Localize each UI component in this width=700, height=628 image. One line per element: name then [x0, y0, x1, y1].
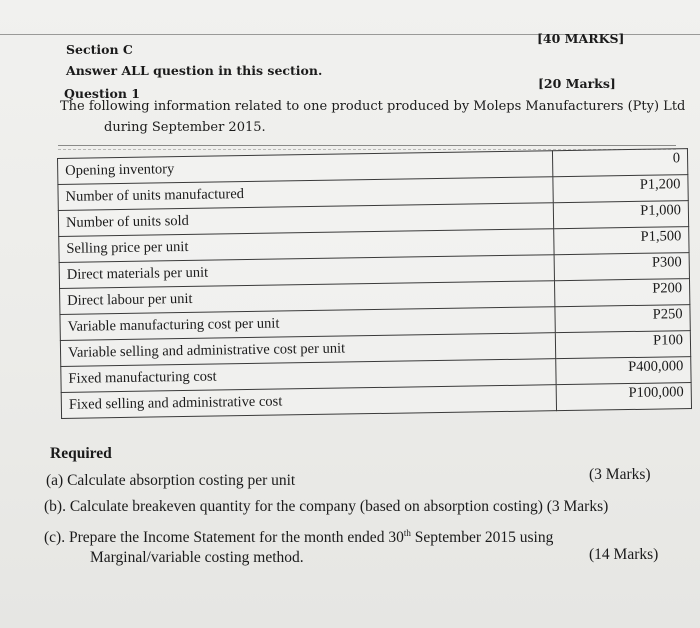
required-a-marks: (3 Marks)	[589, 466, 651, 483]
required-c-pre: (c). Prepare the Income Statement for the month ended 30	[44, 529, 404, 547]
intro-line-1: The following information related to one product produced by Moleps Manufacturers (Pty) Ltd	[60, 99, 686, 114]
row-label: Fixed selling and administrative cost	[61, 385, 556, 419]
question-marks: [20 Marks]	[538, 76, 616, 91]
row-label: Opening inventory	[58, 151, 553, 185]
row-label: Fixed manufacturing cost	[61, 359, 556, 393]
total-marks: [40 MARKS]	[537, 31, 625, 46]
row-label: Direct materials per unit	[59, 255, 554, 289]
row-value: P250	[555, 305, 690, 333]
row-value: P200	[554, 279, 689, 307]
row-value: P100,000	[556, 383, 691, 411]
instruction-text: Answer ALL question in this section.	[66, 63, 323, 78]
row-value: P100	[555, 331, 690, 359]
required-c-post: September 2015 using	[410, 529, 554, 547]
row-value: P1,000	[553, 201, 688, 229]
row-value: P1,200	[553, 175, 688, 203]
row-label: Variable manufacturing cost per unit	[60, 307, 555, 341]
row-value: P400,000	[556, 357, 691, 385]
required-c-marks: (14 Marks)	[589, 546, 659, 563]
required-c-sup: th	[403, 528, 411, 538]
question-title: Question 1	[64, 86, 140, 101]
row-label: Selling price per unit	[59, 229, 554, 263]
row-value: P300	[554, 253, 689, 281]
intro-line-2: during September 2015.	[104, 120, 266, 135]
row-value: P1,500	[554, 227, 689, 255]
required-c-line2: Marginal/variable costing method.	[90, 549, 304, 566]
section-title: Section C	[66, 42, 133, 57]
row-label: Number of units sold	[58, 203, 553, 237]
required-b: (b). Calculate breakeven quantity for the company (based on absorption costing) (3 Marks)	[44, 498, 609, 515]
row-label: Number of units manufactured	[58, 177, 553, 211]
required-c	[44, 528, 553, 547]
required-heading: Required	[50, 445, 112, 462]
row-label: Variable selling and administrative cost per unit	[60, 333, 555, 367]
row-label: Direct labour per unit	[60, 281, 555, 315]
divider-line	[58, 145, 676, 146]
cost-data-table	[57, 148, 692, 419]
row-value: 0	[552, 149, 687, 177]
required-a: (a) Calculate absorption costing per unit	[46, 472, 296, 489]
